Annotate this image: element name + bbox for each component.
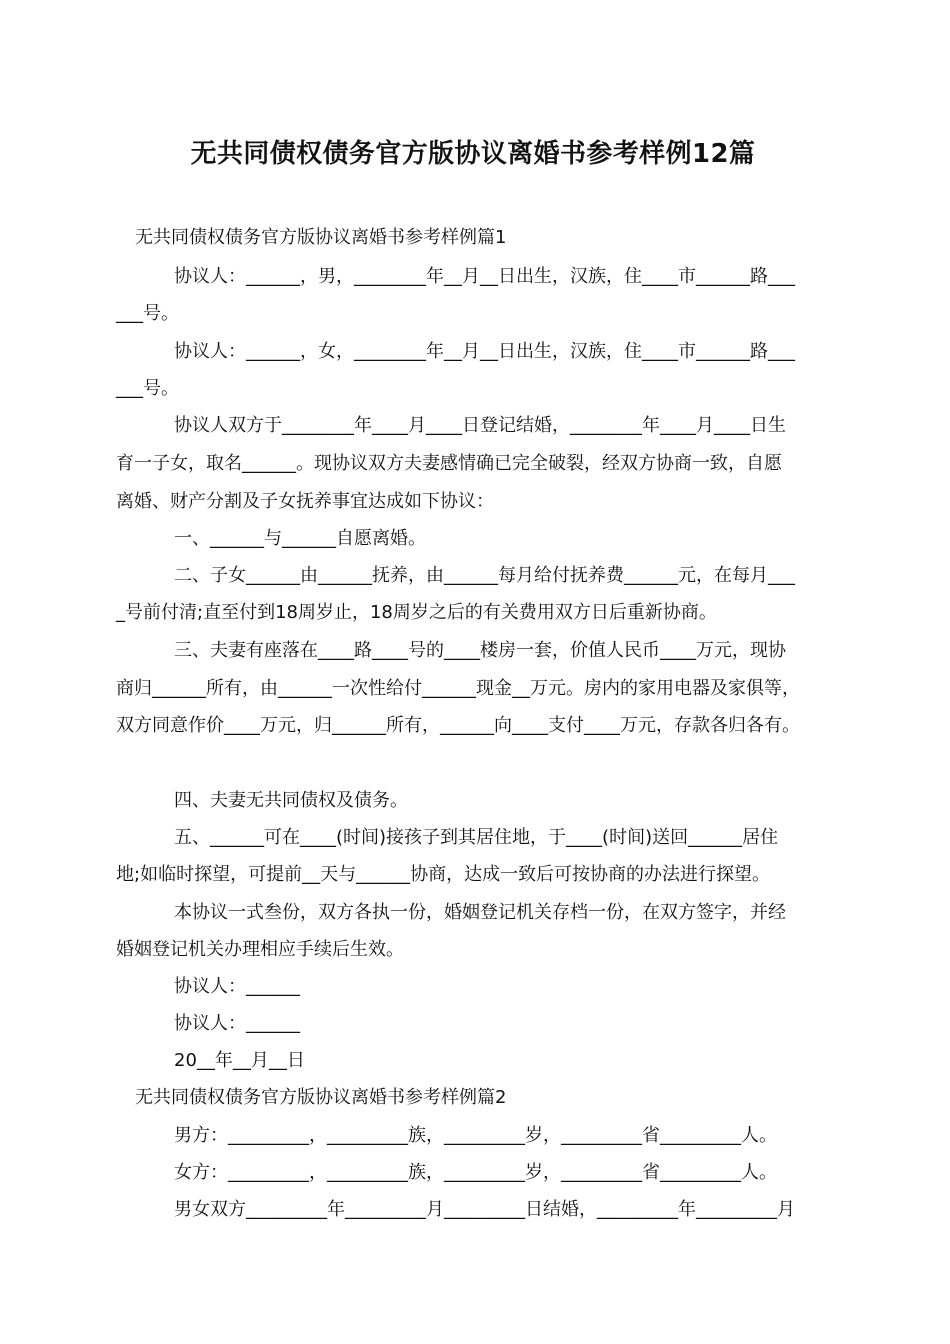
paragraph-line: 育一子女，取名______。现协议双方夫妻感情确已完全破裂，经双方协商一致，自愿 xyxy=(116,453,782,474)
date-line: 20__年__月__日 xyxy=(174,1050,305,1071)
clause-1: 一、______与______自愿离婚。 xyxy=(174,528,426,549)
marriage-info-line: 男女双方_________年_________月_________日结婚，_________年_________月 xyxy=(174,1199,795,1220)
party-line-male-cont: ___号。 xyxy=(116,303,179,324)
clause-2: 二、子女______由______抚养，由______每月给付抚养费______元，在每月___ xyxy=(174,565,795,586)
document-title: 无共同债权债务官方版协议离婚书参考样例12篇 xyxy=(190,139,756,169)
female-info-line: 女方：_________，_________族，_________岁，_________省_________人。 xyxy=(174,1162,777,1183)
clause-5-cont: 地;如临时探望，可提前__天与______协商，达成一致后可按协商的办法进行探望。 xyxy=(116,864,771,885)
party-line-male: 协议人：______，男，________年__月__日出生，汉族，住____市______路___ xyxy=(174,266,795,287)
paragraph-line: 离婚、财产分割及子女抚养事宜达成如下协议： xyxy=(116,491,494,512)
signature-line-2: 协议人：______ xyxy=(174,1013,300,1034)
closing-line: 本协议一式叁份，双方各执一份，婚姻登记机关存档一份，在双方签字，并经 xyxy=(174,902,786,923)
male-info-line: 男方：_________，_________族，_________岁，_________省_________人。 xyxy=(174,1125,777,1146)
closing-line-cont: 婚姻登记机关办理相应手续后生效。 xyxy=(116,939,404,960)
clause-3: 三、夫妻有座落在____路____号的____楼房一套，价值人民币____万元，现协 xyxy=(174,640,786,661)
paragraph-line: 协议人双方于________年____月____日登记结婚，________年____月____日生 xyxy=(174,415,786,436)
clause-4: 四、夫妻无共同债权及债务。 xyxy=(174,790,408,811)
party-line-female: 协议人：______，女，________年__月__日出生，汉族，住____市______路___ xyxy=(174,341,795,362)
signature-line-1: 协议人：______ xyxy=(174,976,300,997)
clause-3-cont: 双方同意作价____万元，归______所有，______向____支付____万元，存款各归各有。 xyxy=(116,715,800,736)
section-heading-1: 无共同债权债务官方版协议离婚书参考样例篇1 xyxy=(135,227,507,248)
clause-2-cont: _号前付清;直至付到18周岁止，18周岁之后的有关费用双方日后重新协商。 xyxy=(116,602,717,623)
clause-3-cont: 商归______所有，由______一次性给付______现金__万元。房内的家用电器及家俱等， xyxy=(116,678,800,699)
party-line-female-cont: ___号。 xyxy=(116,378,179,399)
clause-5: 五、______可在____(时间)接孩子到其居住地，于____(时间)送回______居住 xyxy=(174,827,779,848)
section-heading-2: 无共同债权债务官方版协议离婚书参考样例篇2 xyxy=(135,1087,507,1108)
